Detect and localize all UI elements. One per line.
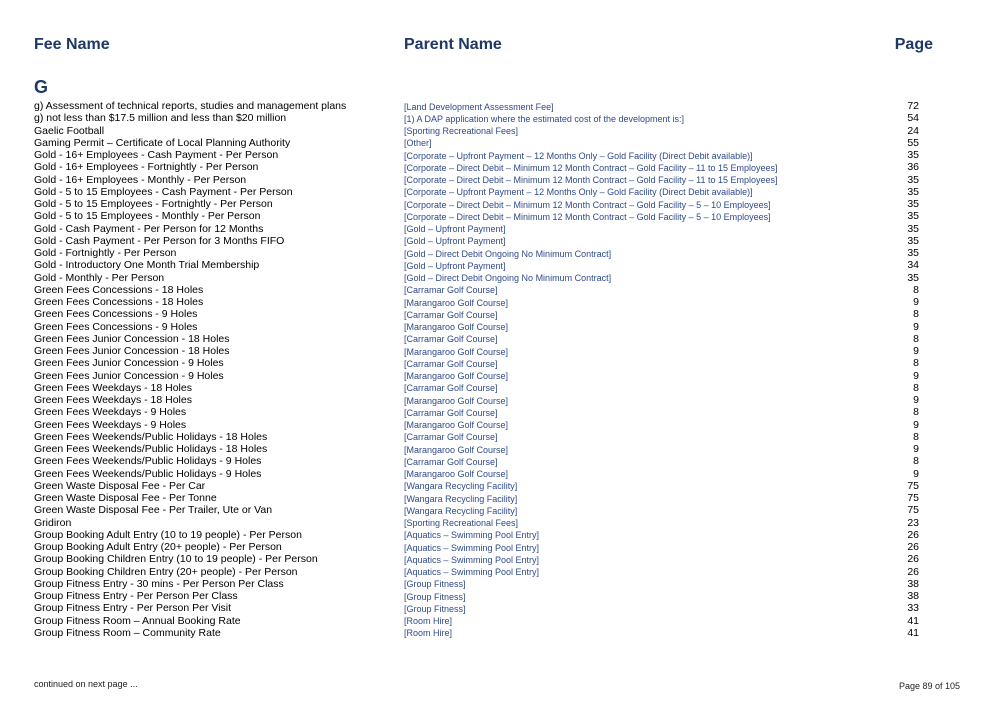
parent-name-link[interactable]: [Wangara Recycling Facility] [404,505,518,516]
page-number-ref: 23 [907,516,919,529]
page-number-ref: 75 [907,504,919,517]
parent-name-link[interactable]: [Marangaroo Golf Course] [404,395,509,406]
page-number-ref: 33 [907,602,919,615]
fee-name: Green Fees Junior Concession - 18 Holes [34,332,230,345]
fee-name: Gold - Introductory One Month Trial Membership [34,259,260,272]
parent-name-link[interactable]: [Room Hire] [404,628,453,639]
parent-name-link[interactable]: [Corporate – Direct Debit – Minimum 12 Month Contract – Gold Facility – 5 – 10 Employees] [404,211,771,222]
index-row [0,419,992,431]
fee-name: Green Waste Disposal Fee - Per Trailer, Ute or Van [34,504,273,517]
index-row [0,357,992,369]
fee-name: Green Fees Weekends/Public Holidays - 9 Holes [34,455,262,468]
page-number-ref: 8 [913,455,919,468]
page-number-ref: 8 [913,381,919,394]
fee-name: Group Booking Children Entry (20+ people) - Per Person [34,565,298,578]
parent-name-link[interactable]: [Gold – Direct Debit Ongoing No Minimum Contract] [404,248,612,259]
index-row [0,161,992,173]
parent-name-link[interactable]: [Sporting Recreational Fees] [404,518,519,528]
parent-name-link[interactable]: [Aquatics – Swimming Pool Entry] [404,554,540,565]
index-row [0,480,992,492]
page-number-ref: 8 [913,332,919,345]
fee-name: Green Fees Weekdays - 9 Holes [34,418,187,431]
page-number: Page 89 of 105 [898,681,960,691]
fee-name: Gaming Permit – Certificate of Local Planning Authority [34,136,291,149]
page-number-ref: 9 [913,369,919,382]
index-row [0,296,992,308]
fee-name: Gold - Fortnightly - Per Person [34,247,177,259]
index-row [0,504,992,516]
parent-name-link[interactable]: [Group Fitness] [404,603,466,614]
parent-name-link[interactable]: [Aquatics – Swimming Pool Entry] [404,542,540,553]
fee-name: Gold - 5 to 15 Employees - Monthly - Per Person [34,210,261,223]
index-row [0,455,992,467]
index-row [0,394,992,406]
parent-name-link[interactable]: [Other] [404,138,432,149]
index-row [0,602,992,614]
index-row [0,210,992,222]
parent-name-link[interactable]: [Group Fitness] [404,579,466,590]
index-row [0,186,992,198]
page-number-ref: 9 [913,296,919,308]
parent-name-link[interactable]: [Marangaroo Golf Course] [404,469,509,479]
fee-name: Green Waste Disposal Fee - Per Car [34,479,206,492]
index-row [0,308,992,320]
fee-name: Green Fees Weekends/Public Holidays - 9 Holes [34,467,262,480]
page-number-ref: 8 [913,308,919,321]
page-number-ref: 35 [907,210,919,223]
parent-name-link[interactable]: [Marangaroo Golf Course] [404,322,509,332]
fee-name: Green Waste Disposal Fee - Per Tonne [34,492,217,504]
page-number-ref: 24 [907,124,919,137]
page-number-ref: 8 [913,406,919,419]
fee-name: Gold - 16+ Employees - Monthly - Per Person [34,173,247,186]
fee-name: Group Fitness Entry - 30 mins - Per Person Per Class [34,577,284,590]
parent-name-link[interactable]: [Corporate – Upfront Payment – 12 Months Only – Gold Facility (Direct Debit available)] [404,187,753,198]
section-letter: G [34,77,49,97]
page-number-ref: 35 [907,222,919,235]
parent-name-link[interactable]: [Aquatics – Swimming Pool Entry] [404,567,540,577]
fee-name: Green Fees Junior Concession - 9 Holes [34,357,224,370]
page-number-ref: 35 [907,271,919,284]
index-row [0,370,992,382]
page-number-ref: 35 [907,185,919,198]
column-header-row [0,35,992,55]
page-number-ref: 35 [907,247,919,259]
page-number-ref: 75 [907,479,919,492]
fee-index-list [0,100,992,639]
parent-name-link[interactable]: [Corporate – Direct Debit – Minimum 12 Month Contract – Gold Facility – 11 to 15 Employees] [404,162,778,173]
index-row [0,100,992,112]
index-row [0,578,992,590]
page-number-ref: 72 [907,100,919,112]
fee-name-header: Fee Name [34,36,110,53]
page-number-ref: 8 [913,283,919,296]
parent-name-header: Parent Name [404,36,502,53]
fee-name: Green Fees Concessions - 9 Holes [34,308,198,321]
parent-name-link[interactable]: [Land Development Assessment Fee] [404,101,554,112]
parent-name-link[interactable]: [Carramar Golf Course] [404,309,498,320]
index-row [0,627,992,639]
parent-name-link[interactable]: [Corporate – Upfront Payment – 12 Months Only – Gold Facility (Direct Debit available)] [404,150,753,161]
page-number-ref: 9 [913,320,919,333]
page-number-ref: 35 [907,173,919,186]
parent-name-link[interactable]: [Corporate – Direct Debit – Minimum 12 Month Contract – Gold Facility – 11 to 15 Employees] [404,175,778,185]
page-header: Page [894,36,933,53]
fee-name: Gold - Monthly - Per Person [34,271,165,284]
fee-name: Gold - 5 to 15 Employees - Cash Payment - Per Person [34,185,293,198]
page-number-ref: 9 [913,467,919,480]
page-number-ref: 8 [913,357,919,370]
index-row [0,553,992,565]
parent-name-link[interactable]: [Wangara Recycling Facility] [404,493,518,504]
fee-name: Gold - 16+ Employees - Cash Payment - Per Person [34,149,279,161]
parent-name-link[interactable]: [Sporting Recreational Fees] [404,126,519,136]
page-number-ref: 55 [907,136,919,149]
continued-note: continued on next page ... [34,679,138,689]
page-number-ref: 54 [907,112,919,125]
index-row [0,137,992,149]
parent-name-link[interactable]: [Group Fitness] [404,591,466,602]
parent-name-link[interactable]: [Marangaroo Golf Course] [404,444,509,455]
parent-name-link[interactable]: [Aquatics – Swimming Pool Entry] [404,530,540,541]
page-number-ref: 8 [913,430,919,443]
index-row [0,284,992,296]
parent-name-link[interactable]: [Gold – Upfront Payment] [404,260,506,271]
page-number-ref: 35 [907,234,919,247]
fee-name: Green Fees Concessions - 18 Holes [34,283,204,296]
fee-name: Gaelic Football [34,124,105,137]
fee-name: Group Fitness Entry - Per Person Per Visit [34,602,232,615]
index-row [0,529,992,541]
fee-name: Green Fees Junior Concession - 18 Holes [34,345,230,357]
page-number-ref: 9 [913,443,919,455]
index-row [0,223,992,235]
fee-name: Green Fees Weekends/Public Holidays - 18 Holes [34,443,268,455]
index-row [0,125,992,137]
parent-name-link[interactable]: [Room Hire] [404,616,453,626]
parent-name-link[interactable]: [Marangaroo Golf Course] [404,297,509,308]
parent-name-link[interactable]: [Carramar Golf Course] [404,432,498,443]
index-row [0,517,992,529]
page-number-ref: 34 [907,259,919,272]
fee-name: Gold - 5 to 15 Employees - Fortnightly - Per Person [34,198,273,210]
index-row [0,468,992,480]
parent-name-link[interactable]: [1) A DAP application where the estimated cost of the development is:] [404,113,684,124]
fee-name: Green Fees Junior Concession - 9 Holes [34,369,224,382]
parent-name-link[interactable]: [Carramar Golf Course] [404,407,498,418]
page-number-ref: 26 [907,565,919,578]
index-row [0,541,992,553]
fee-name: Gold - Cash Payment - Per Person for 12 Months [34,222,264,235]
index-row [0,247,992,259]
fee-name: Green Fees Concessions - 18 Holes [34,296,204,308]
index-row [0,431,992,443]
fee-name: Green Fees Concessions - 9 Holes [34,320,198,333]
fee-name: Green Fees Weekdays - 18 Holes [34,394,192,406]
page-number-ref: 26 [907,541,919,553]
parent-name-link[interactable]: [Carramar Golf Course] [404,334,498,345]
page-number-ref: 26 [907,528,919,541]
index-row [0,198,992,210]
page-number-ref: 38 [907,577,919,590]
index-row [0,321,992,333]
index-row [0,615,992,627]
index-row [0,443,992,455]
page-number-ref: 9 [913,418,919,431]
parent-name-link[interactable]: [Carramar Golf Course] [404,285,498,296]
parent-name-link[interactable]: [Carramar Golf Course] [404,456,498,467]
parent-name-link[interactable]: [Carramar Golf Course] [404,358,498,369]
index-row [0,259,992,271]
fee-name: Group Fitness Room – Community Rate [34,626,221,639]
fee-name: Gold - Cash Payment - Per Person for 3 Months FIFO [34,234,285,247]
index-row [0,566,992,578]
parent-name-link[interactable]: [Marangaroo Golf Course] [404,371,509,381]
index-row [0,345,992,357]
index-row [0,235,992,247]
index-row [0,174,992,186]
index-row [0,590,992,602]
fee-name: Group Booking Adult Entry (20+ people) - Per Person [34,541,282,553]
index-row [0,112,992,124]
page-number-ref: 36 [907,161,919,174]
fee-name: Group Booking Adult Entry (10 to 19 people) - Per Person [34,528,302,541]
parent-name-link[interactable]: [Marangaroo Golf Course] [404,420,509,430]
index-row [0,492,992,504]
index-row [0,272,992,284]
page-number-ref: 41 [907,626,919,639]
page-number-ref: 35 [907,198,919,210]
index-row [0,382,992,394]
page-number-ref: 41 [907,614,919,627]
fee-name: Gold - 16+ Employees - Fortnightly - Per Person [34,161,259,174]
fee-name: Group Fitness Entry - Per Person Per Class [34,590,238,602]
page-number-ref: 26 [907,553,919,566]
parent-name-link[interactable]: [Wangara Recycling Facility] [404,481,518,492]
fee-name: Group Booking Children Entry (10 to 19 people) - Per Person [34,553,318,566]
fee-name: Green Fees Weekdays - 18 Holes [34,381,192,394]
page-number-ref: 9 [913,345,919,357]
parent-name-link[interactable]: [Marangaroo Golf Course] [404,346,509,357]
index-row [0,149,992,161]
index-row [0,333,992,345]
fee-name: g) Assessment of technical reports, studies and management plans [34,100,347,112]
index-row [0,406,992,418]
fee-name: Group Fitness Room – Annual Booking Rate [34,614,241,627]
parent-name-link[interactable]: [Carramar Golf Course] [404,383,498,394]
parent-name-link[interactable]: [Corporate – Direct Debit – Minimum 12 Month Contract – Gold Facility – 5 – 10 Employees] [404,199,771,210]
parent-name-link[interactable]: [Gold – Upfront Payment] [404,224,506,234]
page-number-ref: 35 [907,149,919,161]
fee-name: g) not less than $17.5 million and less than $20 million [34,112,287,125]
fee-name: Gridiron [34,516,72,529]
page-number-ref: 9 [913,394,919,406]
page-number-ref: 38 [907,590,919,602]
parent-name-link[interactable]: [Gold – Direct Debit Ongoing No Minimum Contract] [404,273,612,283]
parent-name-link[interactable]: [Gold – Upfront Payment] [404,236,506,247]
fee-name: Green Fees Weekdays - 9 Holes [34,406,187,419]
fee-name: Green Fees Weekends/Public Holidays - 18 Holes [34,430,268,443]
page-number-ref: 75 [907,492,919,504]
